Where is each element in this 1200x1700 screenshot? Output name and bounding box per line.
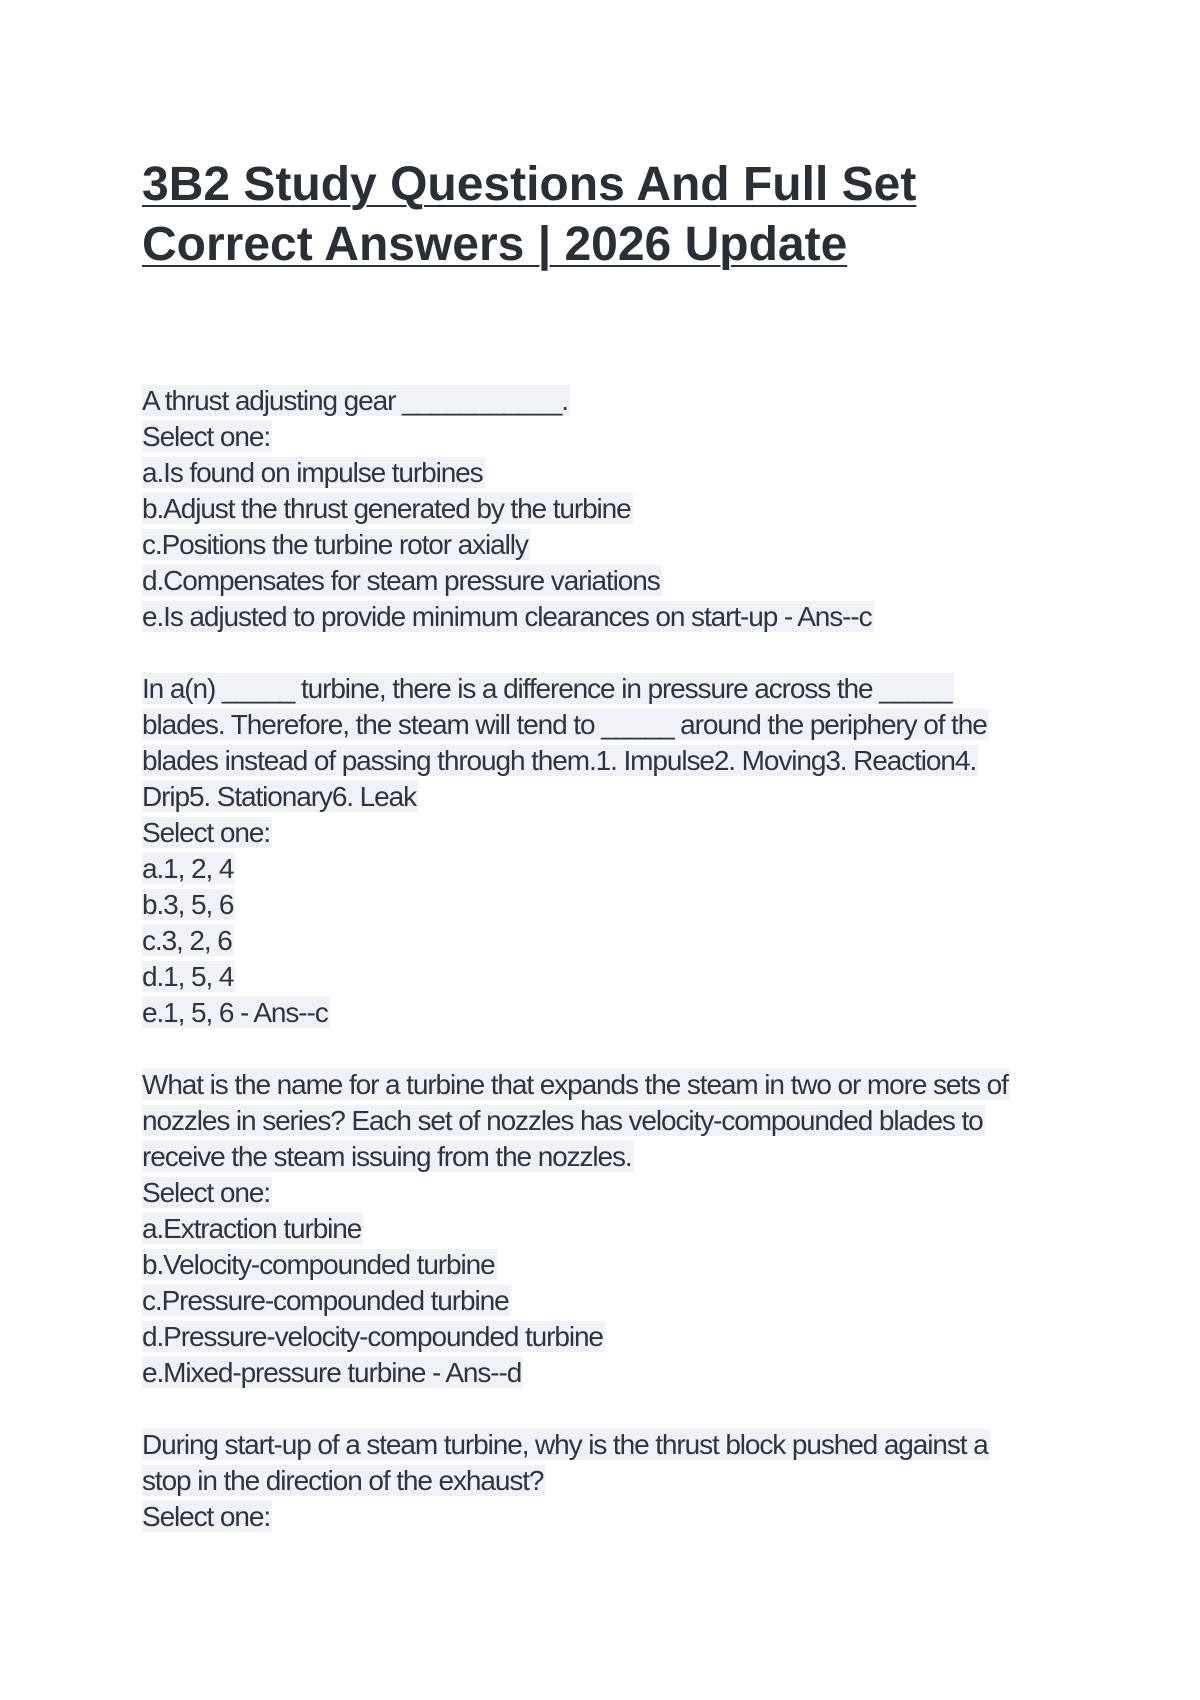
title-line-1: 3B2 Study Questions And Full Set (142, 158, 917, 211)
option-c: c.3, 2, 6 (142, 925, 232, 956)
option-a: a.Extraction turbine (142, 1213, 362, 1244)
option-d: d.Pressure-velocity-compounded turbine (142, 1321, 603, 1352)
option-a: a.1, 2, 4 (142, 853, 234, 884)
select-one-label: Select one: (142, 817, 270, 848)
document-page (142, 0, 1062, 1700)
question-text: nozzles in series? Each set of nozzles has velocity-compounded blades to (142, 1105, 983, 1136)
select-one-label: Select one: (142, 1501, 270, 1532)
question-text: stop in the direction of the exhaust? (142, 1465, 544, 1496)
option-e-answer: e.1, 5, 6 - Ans--c (142, 997, 328, 1028)
option-d: d.1, 5, 4 (142, 961, 234, 992)
question-text: blades instead of passing through them.1. Impulse2. Moving3. Reaction4. (142, 745, 977, 776)
question-text: In a(n) _____ turbine, there is a difference in pressure across the _____ (142, 673, 952, 704)
question-text: What is the name for a turbine that expands the steam in two or more sets of (142, 1069, 1008, 1100)
question-2 (142, 671, 1062, 1031)
question-3 (142, 1067, 1062, 1391)
question-text: blades. Therefore, the steam will tend to _____ around the periphery of the (142, 709, 987, 740)
option-c: c.Pressure-compounded turbine (142, 1285, 509, 1316)
question-4 (142, 1427, 1062, 1535)
question-text: receive the steam issuing from the nozzles. (142, 1141, 632, 1172)
option-b: b.3, 5, 6 (142, 889, 234, 920)
option-b: b.Velocity-compounded turbine (142, 1249, 495, 1280)
select-one-label: Select one: (142, 421, 270, 452)
question-text: During start-up of a steam turbine, why is the thrust block pushed against a (142, 1429, 988, 1460)
select-one-label: Select one: (142, 1177, 270, 1208)
title-line-2: Correct Answers | 2026 Update (142, 218, 848, 271)
question-1 (142, 383, 1062, 635)
option-c: c.Positions the turbine rotor axially (142, 529, 528, 560)
document-title (142, 155, 1042, 275)
option-a: a.Is found on impulse turbines (142, 457, 483, 488)
option-e-answer: e.Mixed-pressure turbine - Ans--d (142, 1357, 522, 1388)
option-e-answer: e.Is adjusted to provide minimum clearances on start-up - Ans--c (142, 601, 872, 632)
option-b: b.Adjust the thrust generated by the turbine (142, 493, 631, 524)
option-d: d.Compensates for steam pressure variations (142, 565, 660, 596)
question-text: Drip5. Stationary6. Leak (142, 781, 416, 812)
question-text: A thrust adjusting gear ___________. (142, 385, 568, 416)
